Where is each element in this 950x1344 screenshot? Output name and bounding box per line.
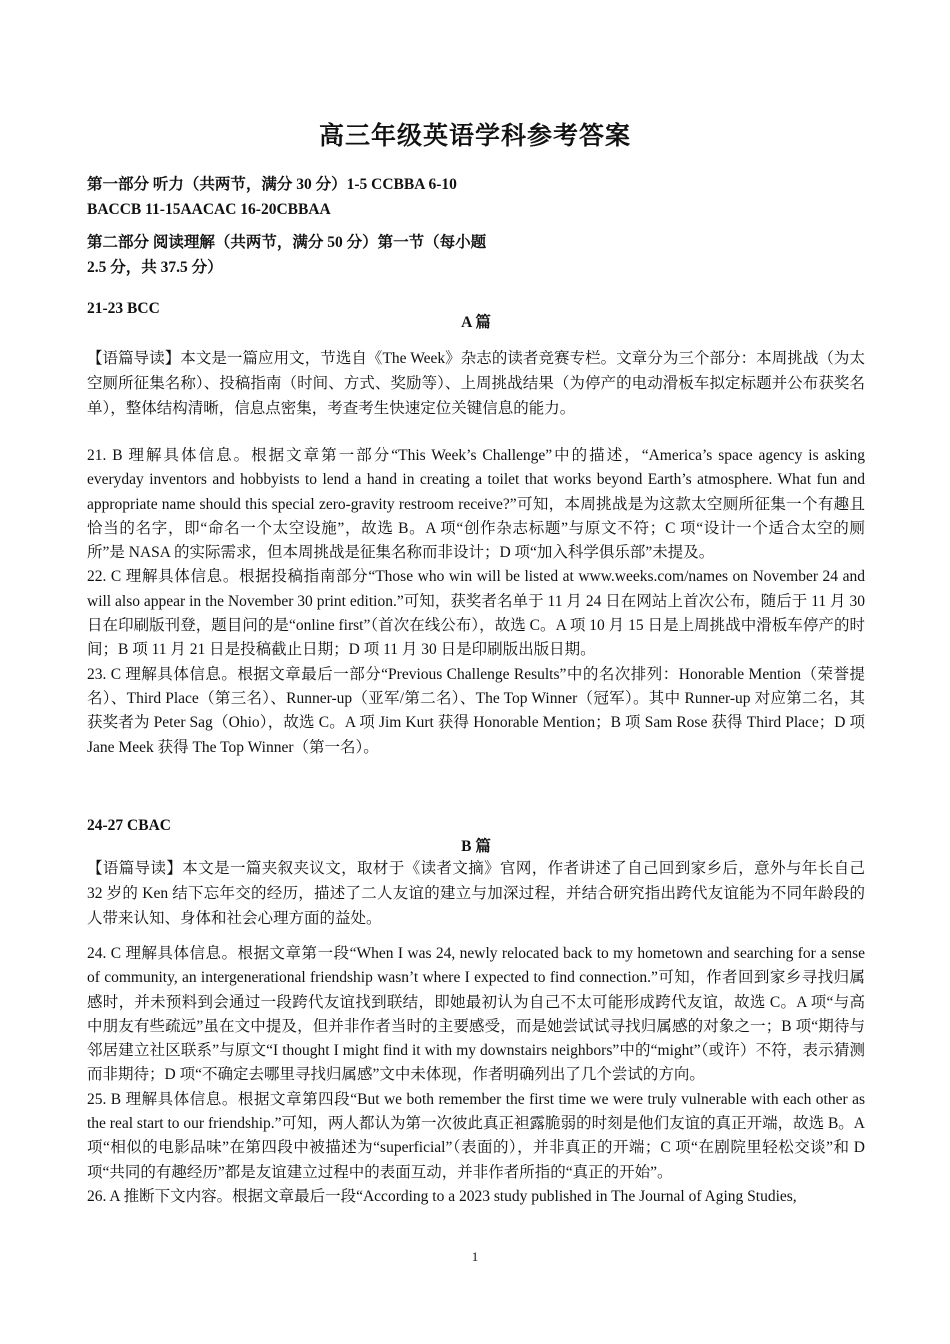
page-title: 高三年级英语学科参考答案 (318, 121, 631, 150)
question-21-explanation: 21. B 理解具体信息。根据文章第一部分“This Week’s Challenge”中的描述，“America’s space agency is asking everyday inventors and hobbyists to lend a hand in creating a toilet that works beyond Earth’s atmosphere. What fun and appropriate name should this special zero-gravity restroom receive?”可知，本周挑战是为这款太空厕所征集一个有趣且恰当的名字，即“命名一个太空设施”，故选 B。A 项“创作杂志标题”与原文不符；C 项“设计一个适合太空的厕所”是 NASA 的实际需求，但本周挑战是征集名称而非设计；D 项“加入科学俱乐部”未提及。 (87, 447, 865, 562)
part2-line2: 2.5 分，共 37.5 分） (87, 259, 223, 276)
part1-line1: 第一部分 听力（共两节，满分 30 分）1-5 CCBBA 6-10 (87, 176, 457, 193)
part2-reading (87, 230, 865, 280)
question-22-explanation: 22. C 理解具体信息。根据投稿指南部分“Those who win will be listed at www.weeks.com/names on November 24 and will also appear in the November 30 print edition.”可知，获奖者名单于 11 月 24 日在网站上首次公布，随后于 11 月 30 日在印刷版刊登，题目问的是“online first”（首次在线公布），故选 C。A 项 10 月 15 日是上周挑战中滑板车停产的时间；B 项 11 月 21 日是投稿截止日期；D 项 11 月 30 日是印刷版出版日期。 (87, 568, 865, 659)
question-24-explanation: 24. C 理解具体信息。根据文章第一段“When I was 24, newly relocated back to my hometown and searching for a sense of community, an intergenerational friendship wasn’t where I expected to find connection.”可知，作者回到家乡寻找归属感时，并未预料到会通过一段跨代友谊找到联结，即她最初认为自己不太可能形成跨代友谊，故选 C。A 项“与高中朋友有些疏远”虽在文中提及，但并非作者当时的主要感受，而是她尝试试寻找归属感的对象之一；B 项“期待与邻居建立社区联系”与原文“I thought I might find it with my downstairs neighbors”中的“might”（或许）不符，表示猜测而非期待；D 项“不确定去哪里寻找归属感”文中未体现，作者明确列出了几个尝试的方向。 (87, 945, 865, 1084)
page-number: 1 (471, 1249, 479, 1264)
section-a-intro: 【语篇导读】本文是一篇应用文，节选自《The Week》杂志的读者竞赛专栏。文章分为三个部分：本周挑战（为太空厕所征集名称）、投稿指南（时间、方式、奖励等）、上周挑战结果（为停产的电动滑板车拟定标题并公布获奖名单），整体结构清晰，信息点密集，考查考生快速定位关键信息的能力。 (87, 350, 865, 417)
section-b-questions (87, 942, 865, 1209)
question-23-explanation: 23. C 理解具体信息。根据文章最后一部分“Previous Challenge Results”中的名次排列：Honorable Mention（荣誉提名）、Third Place（第三名）、Runner-up（亚军/第二名）、The Top Winner（冠军）。其中 Runner-up 对应第二名，其获奖者为 Peter Sag（Ohio），故选 C。A 项 Jim Kurt 获得 Honorable Mention；B 项 Sam Rose 获得 Third Place；D 项 Jane Meek 获得 The Top Winner（第一名）。 (87, 665, 865, 756)
question-26-explanation: 26. A 推断下文内容。根据文章最后一段“According to a 2023 study published in The Journal of Aging Studies, (87, 1187, 797, 1205)
section-b-answer-key: 24-27 CBAC (87, 817, 171, 834)
part1-line2: BACCB 11-15AACAC 16-20CBBAA (87, 201, 331, 218)
question-25-explanation: 25. B 理解具体信息。根据文章第四段“But we both remember the first time we were truly vulnerable with each other as the real start to our friendship.”可知，两人都认为第一次彼此真正袒露脆弱的时刻是他们友谊的真正开端，故选 B。A 项“相似的电影品味”在第四段中被描述为“superficial”（表面的），并非真正的开端；C 项“在剧院里轻松交谈”和 D 项“共同的有趣经历”都是友谊建立过程中的表面互动，并非作者所指的“真正的开始”。 (87, 1090, 865, 1181)
section-a-answer-key: 21-23 BCC (87, 300, 160, 317)
part2-line1: 第二部分 阅读理解（共两节，满分 50 分）第一节（每小题 (87, 234, 487, 251)
section-b-intro: 【语篇导读】本文是一篇夹叙夹议文，取材于《读者文摘》官网，作者讲述了自己回到家乡后，意外与年长自己 32 岁的 Ken 结下忘年交的经历，描述了二人友谊的建立与加深过程，并结合研究指出跨代友谊能为不同年龄段的人带来认知、身体和社会心理方面的益处。 (87, 860, 865, 927)
section-b-heading: B 篇 (461, 838, 491, 855)
section-a-heading: A 篇 (461, 314, 491, 331)
section-a-questions (87, 444, 865, 760)
part1-listening (87, 172, 865, 222)
